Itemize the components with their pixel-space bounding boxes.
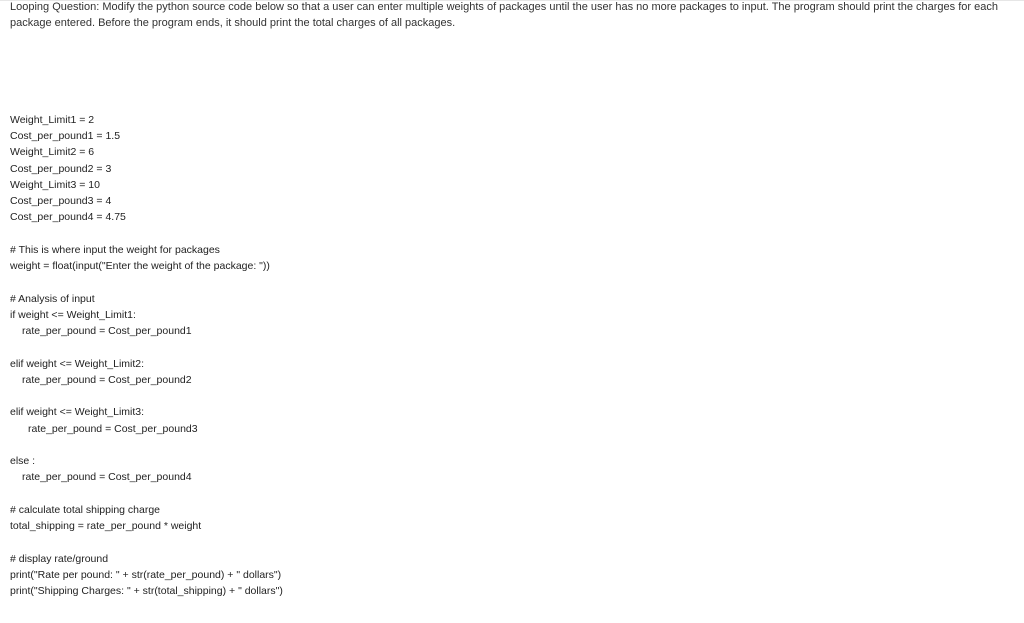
code-line: print("Rate per pound: " + str(rate_per_pound) + " dollars")	[10, 569, 282, 581]
code-line: elif weight <= Weight_Limit3:	[10, 406, 145, 418]
code-line: Cost_per_pound2 = 3	[10, 163, 112, 175]
code-line: rate_per_pound = Cost_per_pound4	[22, 471, 192, 483]
code-line: Cost_per_pound3 = 4	[10, 195, 112, 207]
code-comment: # This is where input the weight for packages	[10, 244, 220, 256]
code-line: elif weight <= Weight_Limit2:	[10, 358, 145, 370]
code-line: Cost_per_pound1 = 1.5	[10, 130, 121, 142]
code-comment: # Analysis of input	[10, 293, 95, 305]
code-line: Weight_Limit2 = 6	[10, 146, 95, 158]
question-line-2: package entered. Before the program ends, it should print the total charges of all packages.	[10, 17, 456, 29]
code-line: total_shipping = rate_per_pound * weight	[10, 520, 202, 532]
code-line: print("Shipping Charges: " + str(total_shipping) + " dollars")	[10, 585, 283, 597]
code-line: Cost_per_pound4 = 4.75	[10, 211, 126, 223]
question-text	[10, 0, 1020, 31]
code-line: rate_per_pound = Cost_per_pound2	[22, 374, 192, 386]
code-line: else :	[10, 455, 36, 467]
code-line: weight = float(input("Enter the weight of the package: "))	[10, 260, 270, 272]
code-line: rate_per_pound = Cost_per_pound1	[22, 325, 192, 337]
code-comment: # display rate/ground	[10, 553, 109, 565]
code-line: Weight_Limit1 = 2	[10, 114, 95, 126]
code-line: rate_per_pound = Cost_per_pound3	[28, 423, 198, 435]
code-comment: # calculate total shipping charge	[10, 504, 161, 516]
question-line-1: Looping Question: Modify the python source code below so that a user can enter multiple weights of packages until the user has no more packages to input. The program should print the charges for each	[10, 1, 998, 13]
code-line: Weight_Limit3 = 10	[10, 179, 100, 191]
code-line: if weight <= Weight_Limit1:	[10, 309, 136, 321]
